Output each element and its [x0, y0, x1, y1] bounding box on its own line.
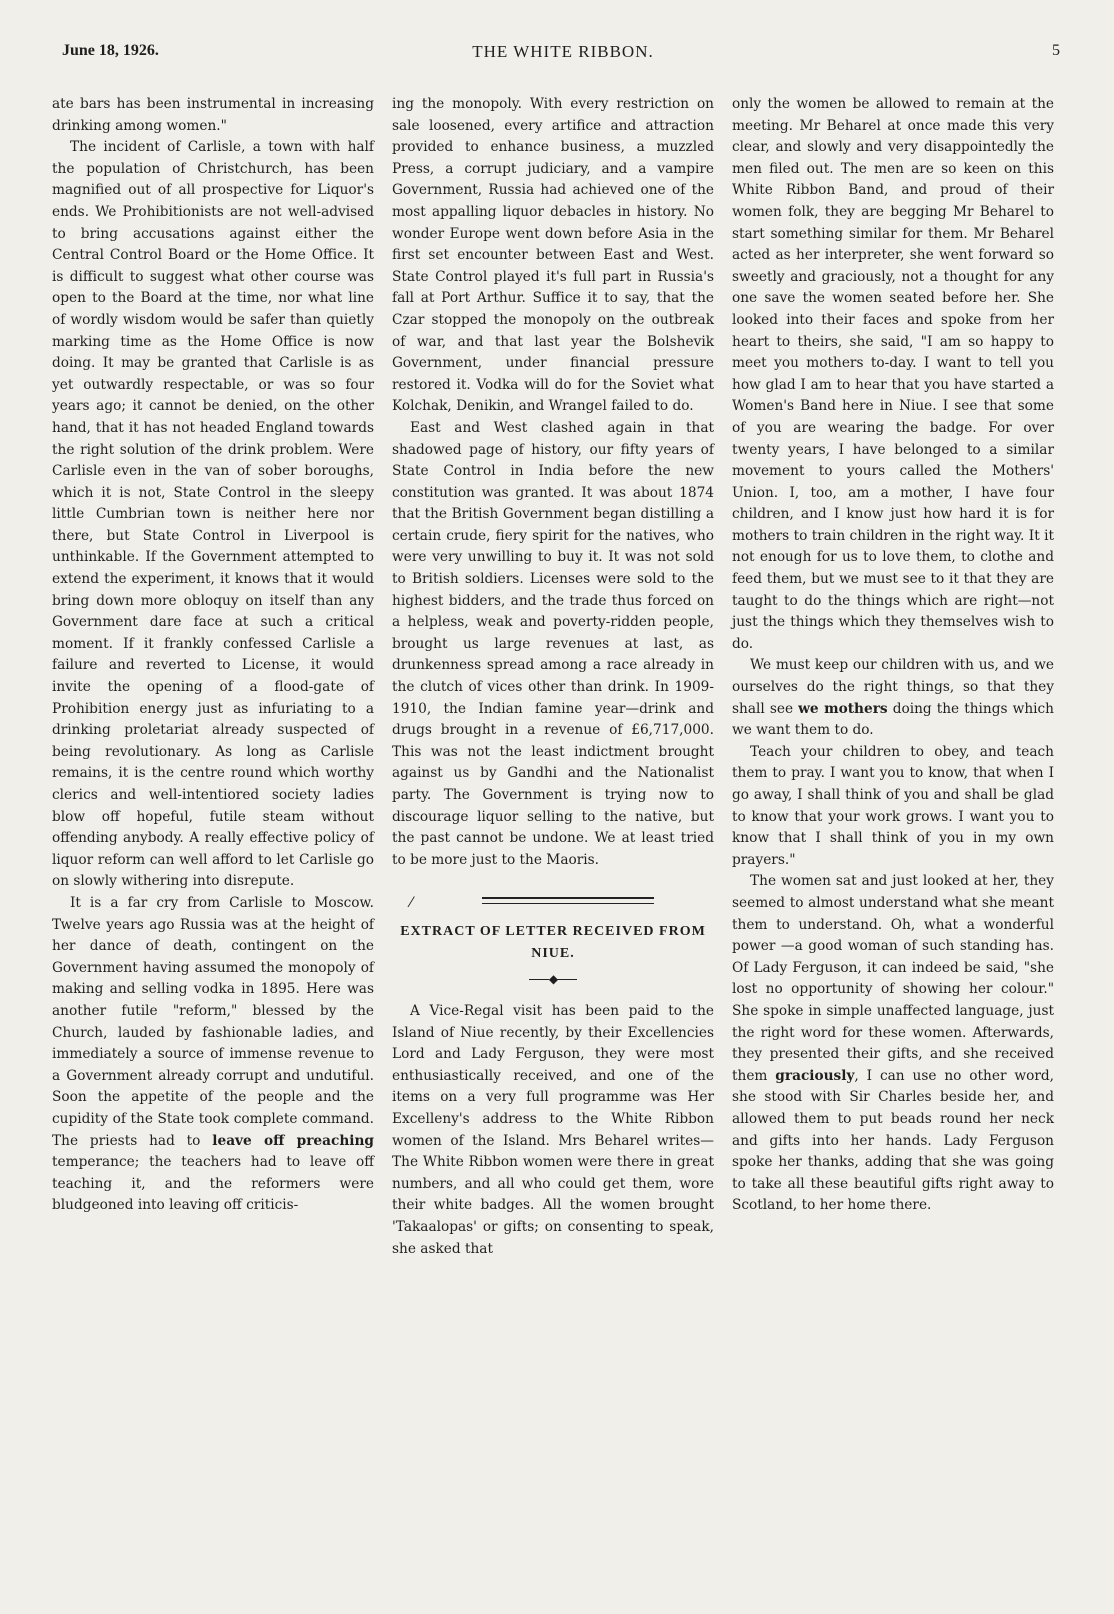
- paragraph: A Vice-Regal visit has been paid to the Island of Niue recently, by their Excellencies Lord and Lady Ferguson, they were most enthusiastically received, and one of the items on a very full programme was Her Excelleny's address to the White Ribbon women of the Island. Mrs Beharel writes—The White Ribbon women were there in great numbers, and all who could get them, wore their white badges. All the women brought 'Takaalopas' or gifts; on consenting to speak, she asked that: [392, 1002, 714, 1257]
- pencil-mark-icon: ⁄: [410, 895, 413, 912]
- paragraph: [732, 655, 1054, 741]
- paragraph: only the women be allowed to remain at the meeting. Mr Beharel at once made this very clear, and slowly and very disappointedly the men filed out. The men are so keen on this White Ribbon Band, and proud of their women folk, they are begging Mr Beharel to start something similar for them. Mr Beharel acted as her interpreter, she went forward so sweetly and graciously, not a thought for any one save the women seated before her. She looked into their faces and spoke from her heart to theirs, she said, "I am so happy to meet you mothers to-day. I want to tell you how glad I am to hear that you have started a Women's Band here in Niue. I see that some of you are wearing the badge. For over twenty years, I have belonged to a similar movement to yours called the Mothers' Union. I, too, am a mother, I have four children, and I know just how hard it is for mothers to train children in the right way. It it not enough for us to love them, to clothe and feed them, but we must see to it that they are taught to do the things which are right—not just the things which they themselves wish to do.: [732, 96, 1054, 652]
- issue-date: June 18, 1926.: [62, 42, 159, 59]
- article-columns: [52, 94, 1074, 1260]
- paragraph: Teach your children to obey, and teach them to pray. I want you to know, that when I go away, I shall think of you and shall be glad to know that your work grows. I want you to know that I shall think of you in my own prayers.": [732, 743, 1054, 868]
- page-number: 5: [1052, 42, 1060, 59]
- bold-text: leave off preaching: [212, 1132, 374, 1149]
- text-run: , I can use no other word, she stood with Sir Charles beside her, and allowed them to put beads round her neck and gifts into her hands. Lady Ferguson spoke her thanks, adding that she was going to take all these beautiful gifts right away to Scotland, to her home there.: [732, 1067, 1055, 1214]
- article-heading: EXTRACT OF LETTER RECEIVED FROM NIUE.: [400, 924, 706, 962]
- paragraph: [732, 871, 1054, 1217]
- thick-rule: [482, 897, 654, 899]
- column-2: [392, 94, 714, 1260]
- text-run: temperance; the teachers had to leave off teaching it, and the reformers were bludgeoned into leaving off criticis-: [52, 1154, 374, 1214]
- paragraph: ing the monopoly. With every restriction on sale loosened, every artifice and attraction provided to enhance business, a muzzled Press, a corrupt judiciary, and a vampire Government, Russia had achieved one of the most appalling liquor debacles in history. No wonder Europe went down before Asia in the first set encounter between East and West. State Control played it's full part in Russia's fall at Port Arthur. Suffice it to say, that the Czar stopped the monopoly on the outbreak of war, and that last year the Bolshevik Government, under financial pressure restored it. Vodka will do for the Soviet what Kolchak, Denikin, and Wrangel failed to do.: [392, 96, 714, 415]
- text-run: doing the things which we want them to do.: [732, 700, 1054, 739]
- bold-text: we mothers: [798, 700, 888, 717]
- column-1: [52, 94, 374, 1260]
- bold-text: graciously: [775, 1067, 855, 1084]
- section-divider: [392, 887, 714, 917]
- thin-rule: [482, 903, 654, 904]
- text-run: It is a far cry from Carlisle to Moscow. Twelve years ago Russia was at the height of her dance of death, contingent on the Government having assumed the monopoly of making and selling vodka in 1895. Here was another futile "reform," blessed by the Church, lauded by fashionable ladies, and immediately a source of immense revenue to a Government already corrupt and undutiful. Soon the appetite of the people and the cupidity of the State took complete command. The priests had to: [52, 894, 374, 1149]
- paragraph: The incident of Carlisle, a town with half the population of Christchurch, has been magnified out of all prospective for Liquor's ends. We Prohibitionists are not well-advised to bring accusations against either the Central Control Board or the Home Office. It is difficult to suggest what other course was open to the Board at the time, nor what line of wordly wisdom would be safer than quietly marking time as the Home Office is now doing. It may be granted that Carlisle is as yet outwardly respectable, or was so four years ago; it cannot be denied, on the other hand, that it has not headed England towards the right solution of the drink problem. Were Carlisle even in the van of sober boroughs, which it is not, State Control in the sleepy little Cumbrian town is neither here nor there, but State Control in Liverpool is unthinkable. If the Government attempted to extend the experiment, it knows that it would bring down more obloquy on itself than any Government dare face at such a critical moment. If it frankly confessed Carlisle a failure and reverted to License, it would invite the opening of a flood-gate of Prohibition energy just as infuriating to a drinking proletariat already suspected of being revolutionary. As long as Carlisle remains, it is the centre round which worthy clerics and well-intentiored society ladies blow off hopeful, futile steam without offending anybody. A really effective policy of liquor reform can well afford to let Carlisle go on slowly withering into disrepute.: [52, 139, 374, 890]
- paragraph: ate bars has been instrumental in increasing drinking among women.": [52, 96, 374, 134]
- column-3: [732, 94, 1054, 1260]
- text-run: The women sat and just looked at her, they seemed to almost understand what she meant them to understand. Oh, what a wonderful power —a good woman of such standing has. Of Lady Ferguson, it can indeed be said, "she lost no opportunity of showing her colour." She spoke in simple unaffected language, just the right word for these women. Afterwards, they presented their gifts, and she received them: [732, 873, 1054, 1084]
- publication-title: THE WHITE RIBBON.: [472, 42, 654, 61]
- paragraph: East and West clashed again in that shadowed page of history, our fifty years of State Control in India before the new constitution was granted. It was about 1874 that the British Government began distilling a certain crude, fiery spirit for the natives, who were very unwilling to buy it. It was not sold to British soldiers. Licenses were sold to the highest bidders, and the trade thus forced on a helpless, weak and poverty-ridden people, brought us large revenues at last, as drunkenness spread among a race already in the clutch of vices other than drink. In 1909-1910, the Indian famine year—drink and drugs brought in a revenue of £6,717,000. This was not the least indictment brought against us by Gandhi and the Nationalist party. The Government is trying now to discourage liquor selling to the native, but the past cannot be undone. We at least tried to be more just to the Maoris.: [392, 419, 714, 868]
- text-run: We must keep our children with us, and we ourselves do the right things, so that they shall see: [732, 657, 1054, 717]
- masthead: [52, 34, 1074, 74]
- paragraph: [52, 893, 374, 1217]
- ornament-divider-icon: ◆: [392, 969, 714, 991]
